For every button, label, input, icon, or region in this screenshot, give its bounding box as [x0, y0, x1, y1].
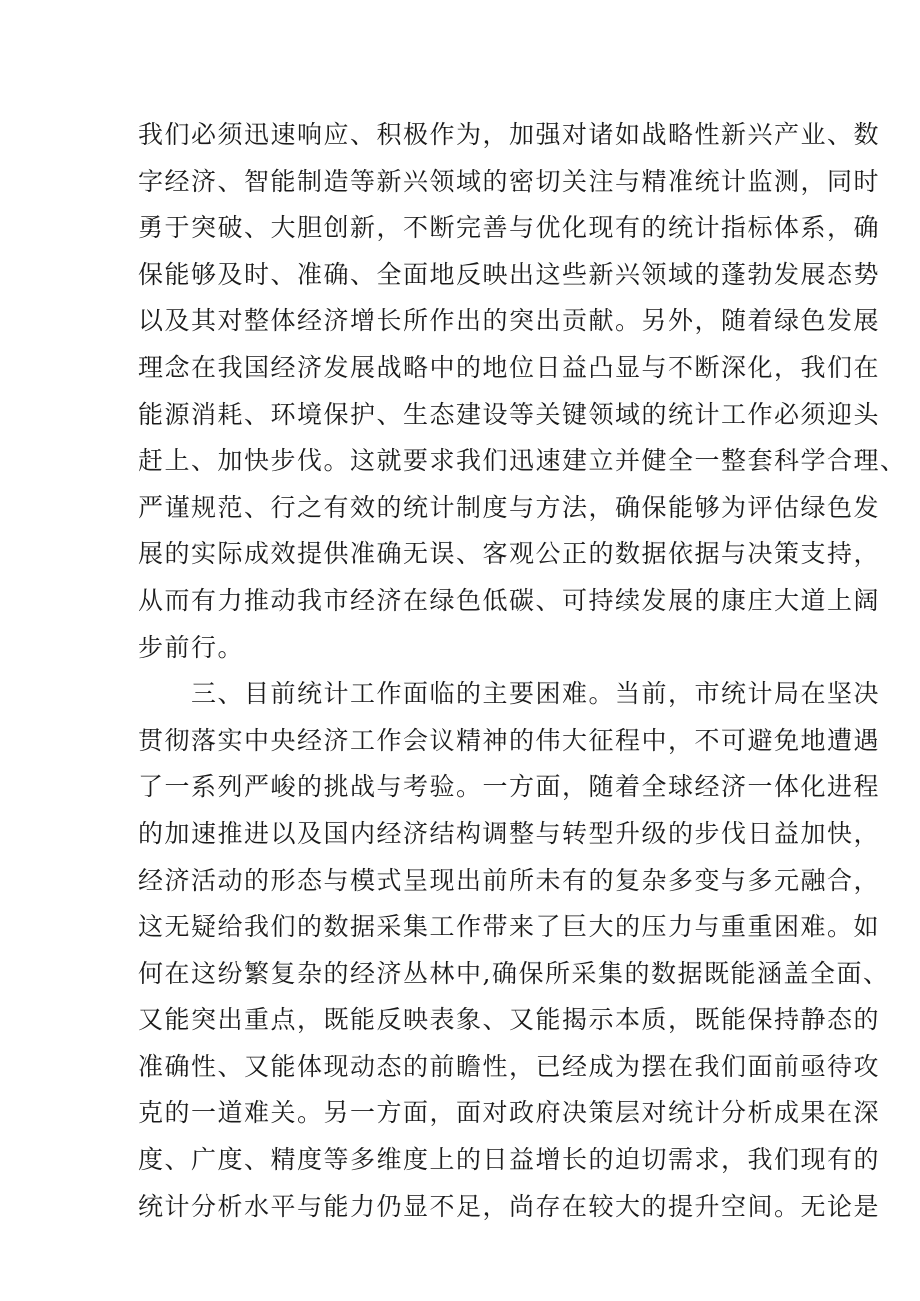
text-line: 以及其对整体经济增长所作出的突出贡献。另外，随着绿色发展 [138, 306, 881, 336]
text-line: 又能突出重点，既能反映表象、又能揭示本质，既能保持静态的 [138, 1005, 881, 1035]
text-line: 三、目前统计工作面临的主要困难。当前，市统计局在坚决 [138, 679, 881, 709]
text-line: 赶上、加快步伐。这就要求我们迅速建立并健全一整套科学合理、 [138, 446, 907, 476]
text-line: 克的一道难关。另一方面，面对政府决策层对统计分析成果在深 [138, 1098, 881, 1128]
text-line: 能源消耗、环境保护、生态建设等关键领域的统计工作必须迎头 [138, 399, 881, 429]
text-line: 这无疑给我们的数据采集工作带来了巨大的压力与重重困难。如 [138, 912, 881, 942]
text-line: 理念在我国经济发展战略中的地位日益凸显与不断深化，我们在 [138, 352, 881, 382]
text-line: 从而有力推动我市经济在绿色低碳、可持续发展的康庄大道上阔 [138, 585, 881, 615]
text-line: 何在这纷繁复杂的经济丛林中,确保所采集的数据既能涵盖全面、 [138, 958, 890, 988]
text-line: 字经济、智能制造等新兴领域的密切关注与精准统计监测，同时 [138, 166, 881, 196]
text-line: 的加速推进以及国内经济结构调整与转型升级的步伐日益加快， [138, 818, 881, 848]
text-line: 展的实际成效提供准确无误、客观公正的数据依据与决策支持， [138, 539, 881, 569]
text-line: 我们必须迅速响应、积极作为，加强对诸如战略性新兴产业、数 [138, 120, 881, 149]
text-line: 经济活动的形态与模式呈现出前所未有的复杂多变与多元融合， [138, 865, 881, 895]
text-line: 统计分析水平与能力仍显不足，尚存在较大的提升空间。无论是 [138, 1191, 881, 1221]
text-line: 严谨规范、行之有效的统计制度与方法，确保能够为评估绿色发 [138, 492, 881, 522]
text-line: 贯彻落实中央经济工作会议精神的伟大征程中，不可避免地遭遇 [138, 725, 881, 755]
text-line: 步前行。 [138, 632, 245, 662]
body-text [138, 112, 907, 1230]
text-line: 度、广度、精度等多维度上的日益增长的迫切需求，我们现有的 [138, 1145, 881, 1175]
text-line: 了一系列严峻的挑战与考验。一方面，随着全球经济一体化进程 [138, 772, 881, 802]
text-line: 保能够及时、准确、全面地反映出这些新兴领域的蓬勃发展态势 [138, 259, 881, 289]
text-line: 准确性、又能体现动态的前瞻性，已经成为摆在我们面前亟待攻 [138, 1051, 881, 1081]
text-line: 勇于突破、大胆创新，不断完善与优化现有的统计指标体系，确 [138, 213, 881, 243]
